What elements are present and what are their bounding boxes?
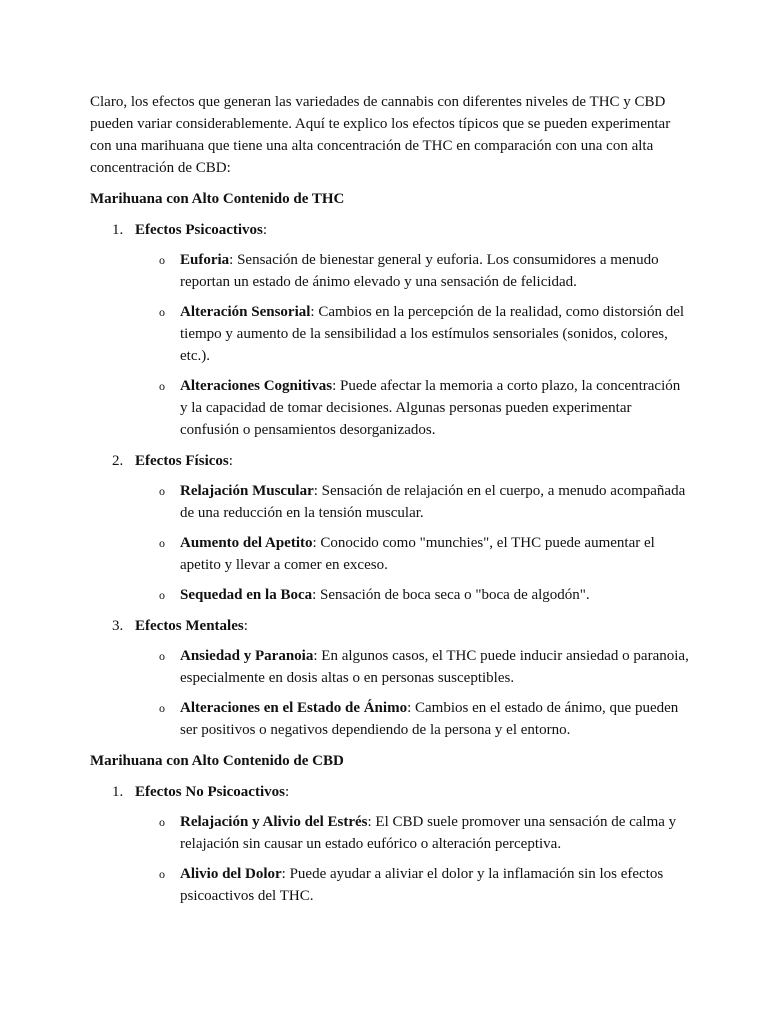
bullet-icon: o: [159, 649, 165, 663]
item-term: Sequedad en la Boca: [180, 587, 313, 603]
section-heading: Marihuana con Alto Contenido de THC: [90, 191, 345, 207]
list-item: [90, 645, 690, 689]
numbered-item-header: [90, 219, 690, 241]
numbered-item: [90, 615, 690, 741]
item-term: Euforia: [180, 252, 230, 268]
sub-list: [90, 645, 690, 741]
bullet-icon: o: [159, 867, 165, 881]
sub-list: [90, 249, 690, 441]
numbered-item: [90, 781, 690, 907]
item-description: : Cambios en la percepción de la realidad, como distorsión del tiempo y aumento de la sensibilidad a los estímulos sensoriales (sonidos, colores, etc.).: [180, 304, 685, 364]
list-item: [90, 811, 690, 855]
bullet-icon: o: [159, 484, 165, 498]
list-item: [90, 863, 690, 907]
sections-container: [90, 188, 690, 907]
list-item: [90, 301, 690, 367]
item-description: : Conocido como "munchies", el THC puede aumentar el apetito y llevar a comer en exceso.: [180, 535, 655, 573]
item-term: Aumento del Apetito: [180, 535, 313, 551]
sub-list: [90, 811, 690, 907]
title-colon: :: [243, 618, 248, 634]
list-item: [90, 697, 690, 741]
item-term: Alivio del Dolor: [180, 866, 282, 882]
numbered-item-title: Efectos No Psicoactivos: [135, 784, 285, 800]
list-number: 1.: [112, 222, 124, 238]
bullet-icon: o: [159, 536, 165, 550]
item-description: : Puede ayudar a aliviar el dolor y la inflamación sin los efectos psicoactivos del THC.: [180, 866, 664, 904]
title-colon: :: [284, 784, 290, 800]
bullet-icon: o: [159, 379, 165, 393]
list-item: [90, 480, 690, 524]
item-description: : Sensación de boca seca o "boca de algodón".: [312, 587, 590, 603]
item-term: Alteración Sensorial: [180, 304, 311, 320]
item-description: : Cambios en el estado de ánimo, que pueden ser positivos o negativos dependiendo de la persona y el entorno.: [180, 700, 679, 738]
section-heading: Marihuana con Alto Contenido de CBD: [90, 753, 344, 769]
bullet-icon: o: [159, 588, 165, 602]
list-number: 1.: [112, 784, 124, 800]
numbered-item-title: Efectos Físicos: [135, 453, 229, 469]
item-term: Relajación y Alivio del Estrés: [180, 814, 368, 830]
item-description: : Puede afectar la memoria a corto plazo, la concentración y la capacidad de tomar decisiones. Algunas personas pueden experimentar confusión o pensamientos desorganizados.: [180, 378, 681, 438]
list-item: [90, 532, 690, 576]
numbered-item-title: Efectos Mentales: [135, 618, 244, 634]
list-item: [90, 249, 690, 293]
item-description: : Sensación de bienestar general y euforia. Los consumidores a menudo reportan un estado de ánimo elevado y una sensación de felicidad.: [180, 252, 659, 290]
list-number: 2.: [112, 453, 124, 469]
numbered-item: [90, 219, 690, 441]
intro-paragraph: Claro, los efectos que generan las variedades de cannabis con diferentes niveles de THC y CBD pueden variar considerablemente. Aquí te explico los efectos típicos que se pueden experimentar con una marihuana que tiene una alta concentración de THC en comparación con una con alta concentración de CBD:: [90, 94, 671, 176]
title-colon: :: [262, 222, 268, 238]
item-description: : El CBD suele promover una sensación de calma y relajación sin causar un estado eufórico o alteración perceptiva.: [180, 814, 677, 852]
bullet-icon: o: [159, 815, 165, 829]
sub-list: [90, 480, 690, 606]
list-item: [90, 375, 690, 441]
item-term: Ansiedad y Paranoia: [180, 648, 314, 664]
item-term: Relajación Muscular: [180, 483, 314, 499]
bullet-icon: o: [159, 305, 165, 319]
list-item: [90, 584, 690, 606]
numbered-item-title: Efectos Psicoactivos: [135, 222, 263, 238]
numbered-item-header: [90, 615, 690, 637]
item-description: : Sensación de relajación en el cuerpo, a menudo acompañada de una reducción en la tensión muscular.: [180, 483, 686, 521]
title-colon: :: [228, 453, 233, 469]
numbered-item-header: [90, 450, 690, 472]
list-number: 3.: [112, 618, 124, 634]
document-page: [90, 91, 690, 916]
bullet-icon: o: [159, 253, 165, 267]
item-term: Alteraciones Cognitivas: [180, 378, 333, 394]
item-term: Alteraciones en el Estado de Ánimo: [180, 700, 408, 716]
bullet-icon: o: [159, 701, 165, 715]
item-description: : En algunos casos, el THC puede inducir ansiedad o paranoia, especialmente en dosis altas o en personas susceptibles.: [180, 648, 689, 686]
numbered-item: [90, 450, 690, 606]
numbered-item-header: [90, 781, 690, 803]
